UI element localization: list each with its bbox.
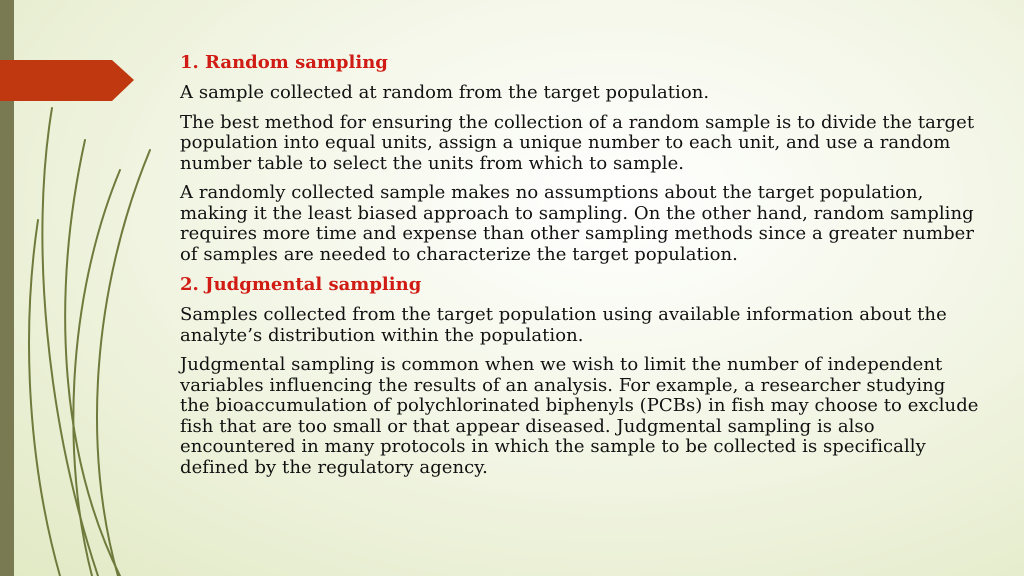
random-sampling-definition: A sample collected at random from the target population. xyxy=(180,82,710,103)
section-heading-random-sampling: 1. Random sampling xyxy=(180,52,388,73)
random-sampling-method: The best method for ensuring the collection of a random sample is to divide the target population into equal units, assign a unique number to each unit, and use a random number table to select the units from which to sample. xyxy=(180,111,975,174)
random-sampling-pros-cons: A randomly collected sample makes no assumptions about the target population, making it the least biased approach to sampling. On the other hand, random sampling requires more time and expense than other sampling methods since a greater number of samples are needed to characterize the target population. xyxy=(180,182,975,265)
grass-curve-2 xyxy=(65,140,120,576)
grass-curve-5 xyxy=(73,170,120,576)
red-arrow-shape xyxy=(0,60,134,101)
judgmental-sampling-usage: Judgmental sampling is common when we wish to limit the number of independent variables influencing the results of an analysis. For example, a researcher studying the bioaccumulation of polychlorinated biphenyls (PCBs) in fish may choose to exclude fish that are too small or that appear diseased. Judgmental sampling is also encountered in many protocols in which the sample to be collected is specifically defined by the regulatory agency. xyxy=(180,354,979,478)
judgmental-sampling-definition: Samples collected from the target population using available information about the analyte’s distribution within the population. xyxy=(180,304,947,346)
slide-content xyxy=(180,52,980,487)
grass-curve-1 xyxy=(42,108,98,576)
section-heading-judgmental-sampling: 2. Judgmental sampling xyxy=(180,274,422,295)
